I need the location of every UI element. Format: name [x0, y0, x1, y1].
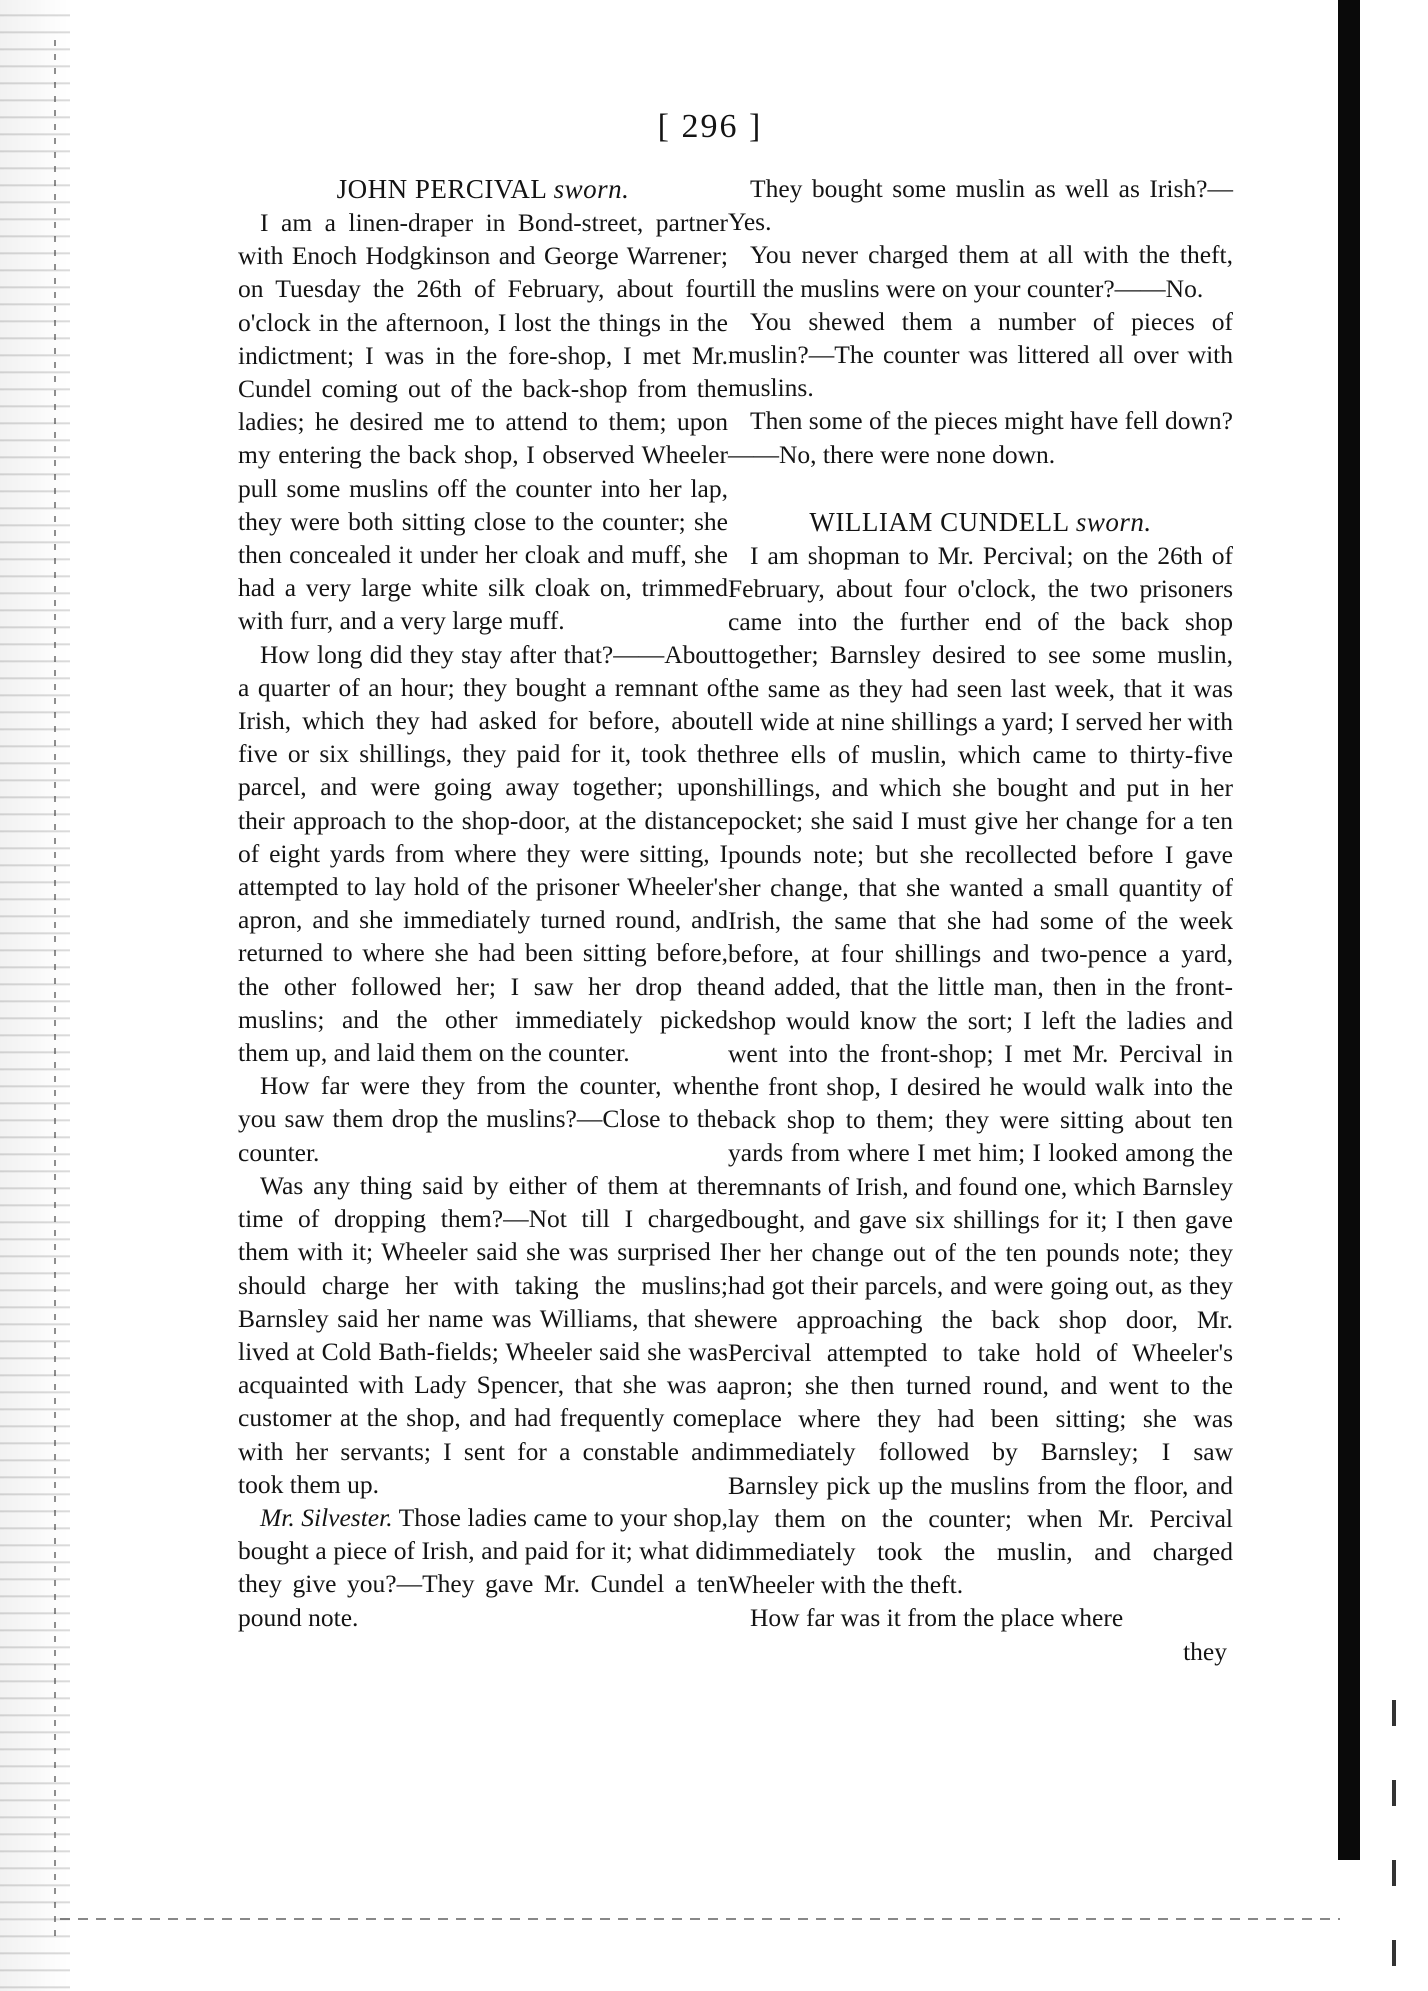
sworn-label: sworn. [553, 174, 630, 204]
catchword: they [1183, 1636, 1227, 1666]
testimony-paragraph: How long did they stay after that?——About a quarter of an hour; they bought a remnant of Irish, which they had asked for before, about five or six shillings, they paid for it, took the parcel, and were going away together; upon their approach to the shop-door, at the distance of eight yards from where they were sitting, I attempted to lay hold of the prisoner Wheeler's apron, and she immediately turned round, and returned to where she had been sitting before, the other followed her; I saw her drop the muslins; and the other immediately picked them up, and laid them on the counter. [238, 639, 728, 1068]
witness-heading-percival [238, 172, 728, 206]
page-number: [ 296 ] [657, 108, 763, 145]
testimony-paragraph: Was any thing said by either of them at the time of dropping them?—Not till I charged them with it; Wheeler said she was surprised I should charge her with taking the muslins; Barnsley said her name was Williams, that she lived at Cold Bath-fields; Wheeler said she was acquainted with Lady Spencer, that she was a customer at the shop, and had frequently come with her servants; I sent for a constable and took them up. [238, 1170, 728, 1499]
witness-name: WILLIAM CUNDELL [809, 506, 1069, 537]
testimony-paragraph: I am a linen-draper in Bond-street, partner with Enoch Hodgkinson and George Warrener; on Tuesday the 26th of February, about four o'clock in the afternoon, I lost the things in the indictment; I was in the fore-shop, I met Mr. Cundel coming out of the back-shop from the ladies; he desired me to attend to them; upon my entering the back shop, I observed Wheeler pull some muslins off the counter into her lap, they were both sitting close to the counter; she then concealed it under her cloak and muff, she had a very large white silk cloak on, trimmed with furr, and a very large muff. [238, 208, 728, 636]
page-edge-ticks [1392, 1700, 1396, 1980]
section-gap [728, 471, 1233, 505]
testimony-paragraph: You shewed them a number of pieces of muslin?—The counter was littered all over with muslins. [728, 306, 1233, 403]
testimony-paragraph: How far were they from the counter, when you saw them drop the muslins?—Close to the counter. [238, 1071, 728, 1167]
testimony-paragraph: They bought some muslin as well as Irish?—Yes. [728, 174, 1233, 237]
testimony-paragraph: You never charged them at all with the theft, till the muslins were on your counter?——No. [728, 240, 1233, 303]
right-column [728, 172, 1233, 1668]
speaker-text: Those ladies came to your shop, bought a piece of Irish, and paid for it; what did they give you?—They gave Mr. Cundel a ten pound note. [238, 1502, 728, 1632]
witness-heading-cundell [728, 505, 1233, 539]
testimony-paragraph: I am shopman to Mr. Percival; on the 26th of February, about four o'clock, the two prisoners came into the further end of the back shop together; Barnsley desired to see some muslin, the same as they had seen last week, that it was ell wide at nine shillings a yard; I served her with three ells of muslin, which came to thirty-five shillings, and which she bought and put in her pocket; she said I must give her change for a ten pounds note; but she recollected before I gave her change, that she wanted a small quantity of Irish, the same that she had some of the week before, at four shillings and two-pence a yard, and added, that the little man, then in the front-shop would know the sort; I left the ladies and went into the front-shop; I met Mr. Percival in the front shop, I desired he would walk into the back shop to them; they were sitting about ten yards from where I met him; I looked among the remnants of Irish, and found one, which Barnsley bought, and gave six shillings for it; I then gave her her change out of the ten pounds note; they had got their parcels, and were going out, as they were approaching the back shop door, Mr. Percival attempted to take hold of Wheeler's apron; she then turned round, and went to the place where they had been sitting; she was immediately followed by Barnsley; I saw Barnsley pick up the muslins from the floor, and lay them on the counter; when Mr. Percival immediately took the muslin, and charged Wheeler with the theft. [728, 540, 1233, 1600]
testimony-paragraph: How far was it from the place where [750, 1603, 1124, 1633]
binding-gutter [0, 0, 70, 1991]
gutter-line [54, 40, 56, 1940]
left-column [238, 172, 728, 1634]
page-edge-bar [1338, 0, 1360, 1860]
witness-name: JOHN PERCIVAL [336, 174, 547, 204]
testimony-paragraph: Then some of the pieces might have fell down?——No, there were none down. [728, 406, 1233, 469]
sworn-label: sworn. [1075, 506, 1152, 537]
speaker-name: Mr. Silvester. [260, 1502, 393, 1532]
bottom-rule [60, 1918, 1340, 1920]
testimony-paragraph [238, 1501, 728, 1634]
